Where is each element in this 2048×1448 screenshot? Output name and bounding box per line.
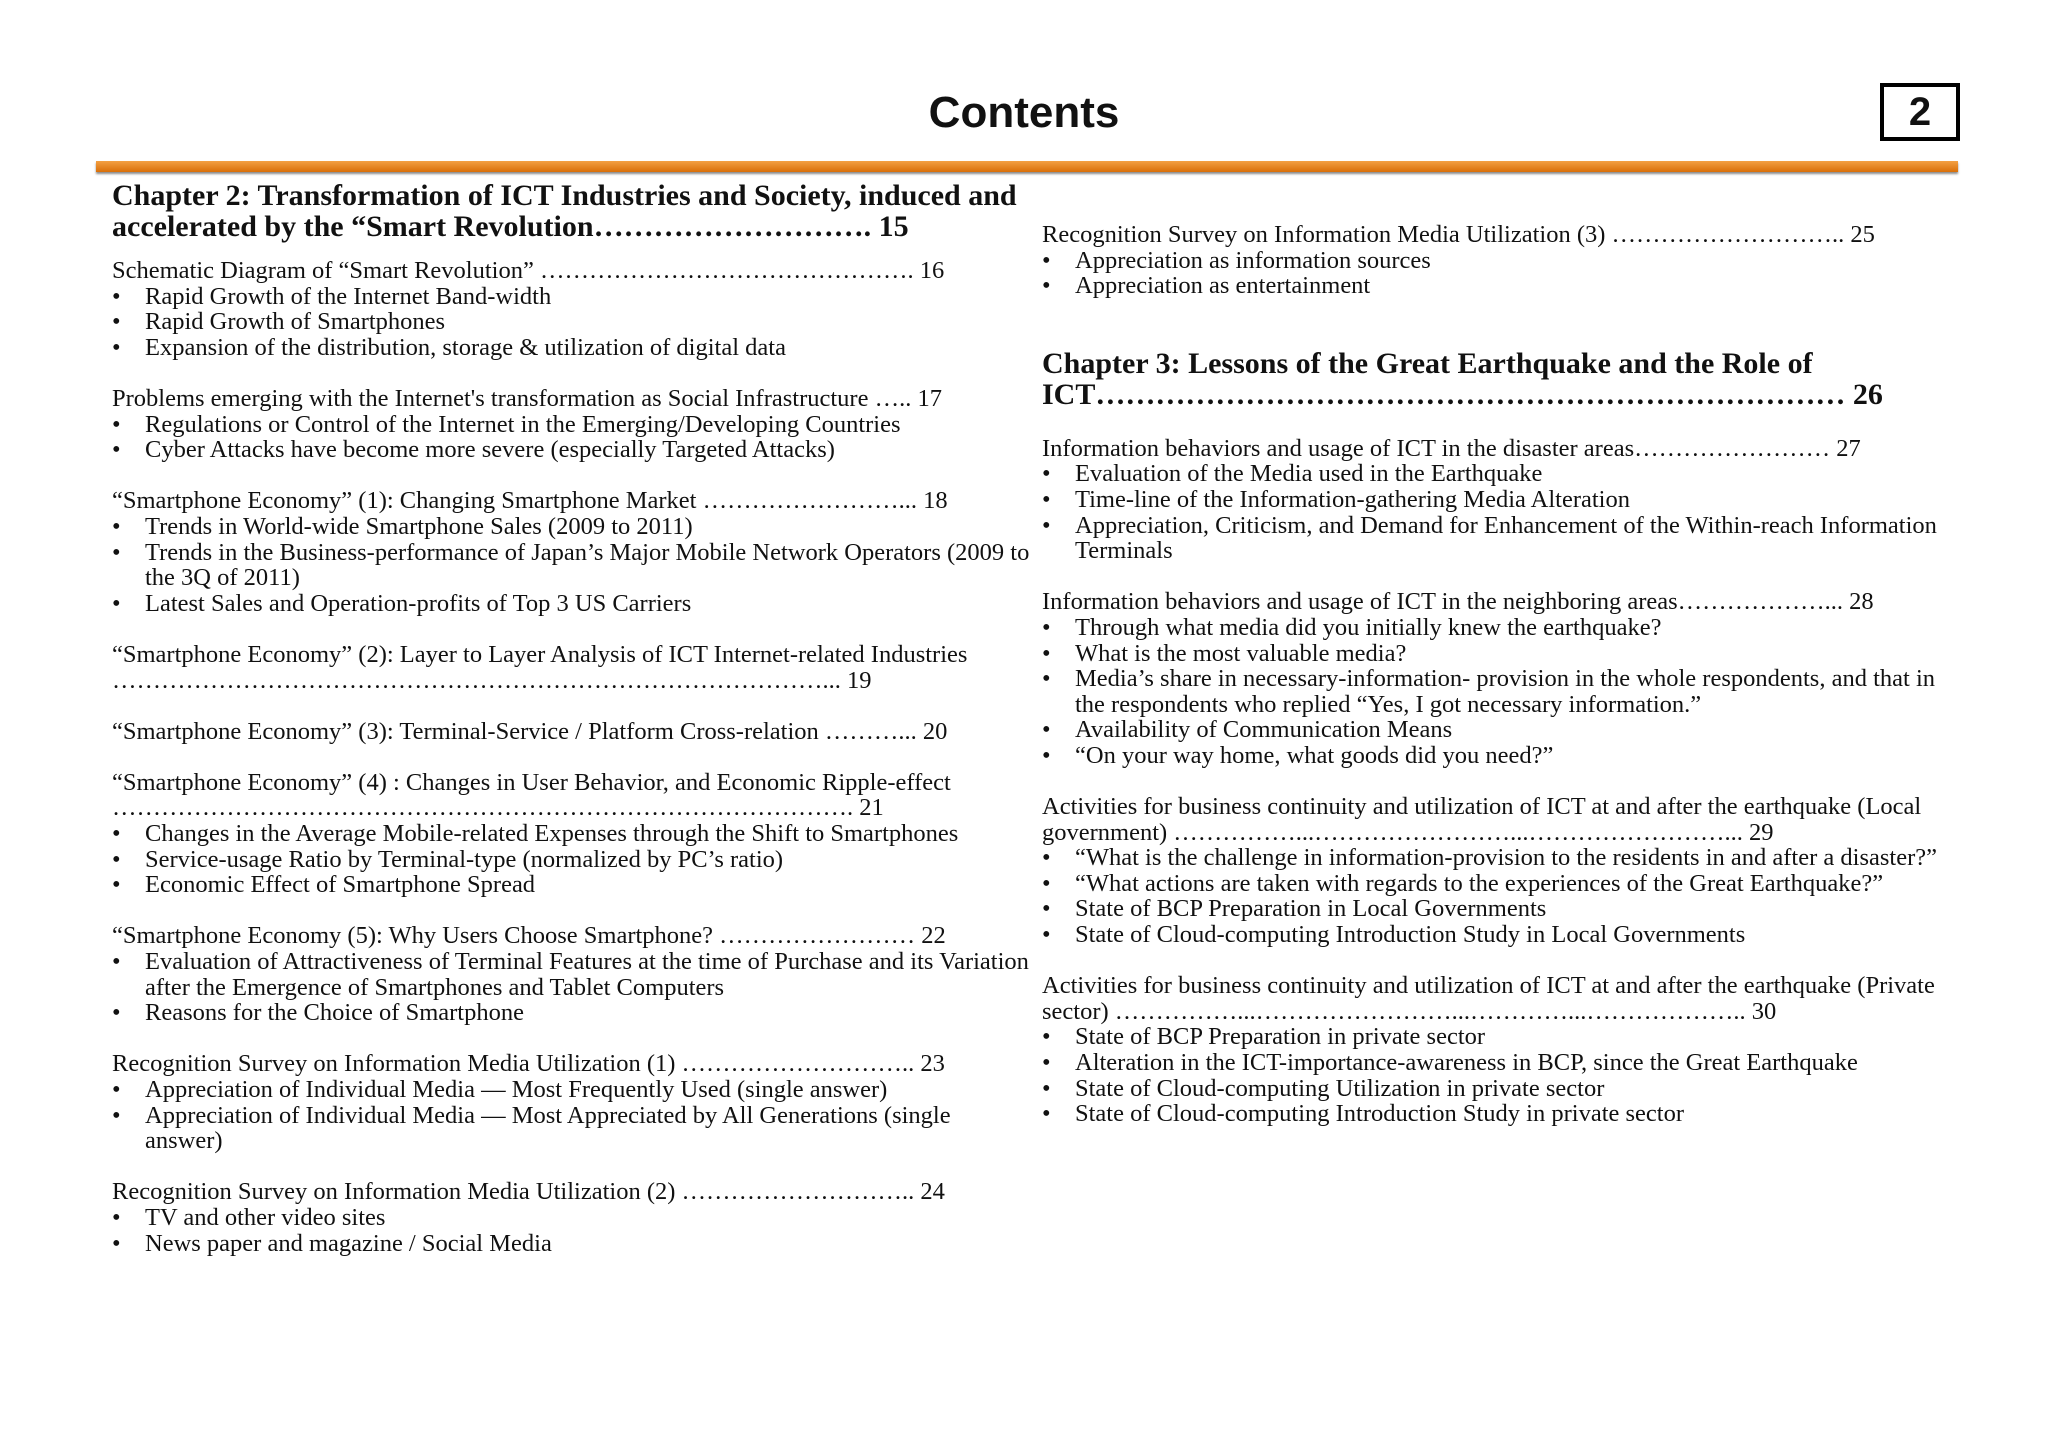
toc-bullet-item [112,1205,1032,1231]
toc-bullet-text: Through what media did you initially knew the earthquake? [1075,613,1662,641]
toc-bullet-text: Changes in the Average Mobile-related Expenses through the Shift to Smartphones [145,820,959,848]
toc-bullet-list [1042,1024,1952,1126]
bullet-icon: • [1042,272,1051,300]
toc-bullet-list [1042,615,1952,769]
bullet-icon: • [1042,613,1051,641]
toc-bullet-item [1042,922,1952,948]
toc-left-column [112,180,1032,1256]
toc-bullet-item [1042,1024,1952,1050]
toc-bullet-text: What is the most valuable media? [1075,639,1407,667]
bullet-icon: • [1042,511,1051,539]
toc-entry[interactable]: “Smartphone Economy” (2): Layer to Layer Analysis of ICT Internet-related Industries ……………………………………………………………………………... 19 [112,640,968,694]
toc-bullet-item [112,309,1032,335]
toc-bullet-text: Appreciation of Individual Media — Most Appreciated by All Generations (single answer) [145,1101,951,1155]
bullet-icon: • [1042,246,1051,274]
toc-bullet-item [1042,871,1952,897]
toc-bullet-item [112,437,1032,463]
page-number-badge: 2 [1880,83,1960,141]
toc-bullet-item [1042,513,1952,564]
toc-bullet-text: “What actions are taken with regards to the experiences of the Great Earthquake?” [1075,869,1884,897]
toc-bullet-list [112,821,1032,898]
toc-section [112,923,1032,1025]
toc-bullet-item [1042,248,1952,274]
bullet-icon: • [1042,1100,1051,1128]
bullet-icon: • [112,282,121,310]
toc-bullet-item [1042,666,1952,717]
toc-bullet-item [1042,717,1952,743]
toc-bullet-item [1042,615,1952,641]
bullet-icon: • [112,538,121,566]
toc-bullet-list [112,284,1032,361]
toc-bullet-item [112,847,1032,873]
toc-entry[interactable]: Activities for business continuity and utilization of ICT at and after the earthquake (Private sector) ……………...……………………...…………...……………….. 30 [1042,972,1935,1025]
toc-section [112,1179,1032,1256]
toc-bullet-item [112,514,1032,540]
toc-section [1042,794,1952,948]
toc-bullet-text: State of Cloud-computing Utilization in private sector [1075,1074,1605,1102]
toc-bullet-item [112,1077,1032,1103]
bullet-icon: • [1042,460,1051,488]
bullet-icon: • [1042,485,1051,513]
toc-entry[interactable]: “Smartphone Economy” (1): Changing Smartphone Market ……………………... 18 [112,487,948,515]
toc-bullet-text: “What is the challenge in information-provision to the residents in and after a disaster?” [1075,844,1937,872]
bullet-icon: • [112,308,121,336]
toc-bullet-item [112,821,1032,847]
toc-entry[interactable]: “Smartphone Economy (5): Why Users Choose Smartphone? …………………… 22 [112,922,946,950]
toc-bullet-item [1042,1101,1952,1127]
toc-bullet-text: Time-line of the Information-gathering Media Alteration [1075,485,1630,513]
toc-bullet-text: Service-usage Ratio by Terminal-type (normalized by PC’s ratio) [145,845,784,873]
bullet-icon: • [1042,716,1051,744]
toc-bullet-item [112,949,1032,1000]
toc-bullet-item [112,872,1032,898]
bullet-icon: • [112,1229,121,1257]
toc-bullet-text: Appreciation as entertainment [1075,272,1371,300]
toc-bullet-item [112,1000,1032,1026]
toc-bullet-text: Regulations or Control of the Internet in the Emerging/Developing Countries [145,410,901,438]
toc-bullet-text: State of Cloud-computing Introduction Study in Local Governments [1075,921,1746,949]
toc-bullet-item [1042,273,1952,299]
header-divider [96,161,1958,172]
chapter-3-heading[interactable]: Chapter 3: Lessons of the Great Earthquake and the Role of ICT………………………………………………………………… 26 [1042,346,1883,411]
bullet-icon: • [1042,639,1051,667]
toc-bullet-item [112,412,1032,438]
toc-entry[interactable]: Problems emerging with the Internet's transformation as Social Infrastructure ….. 17 [112,384,942,412]
toc-bullet-item [1042,641,1952,667]
toc-bullet-text: State of Cloud-computing Introduction Study in private sector [1075,1100,1684,1128]
bullet-icon: • [1042,665,1051,693]
toc-bullet-text: Alteration in the ICT-importance-awareness in BCP, since the Great Earthquake [1075,1049,1858,1077]
toc-section [112,258,1032,360]
bullet-icon: • [1042,1023,1051,1051]
toc-bullet-text: Rapid Growth of Smartphones [145,308,446,336]
bullet-icon: • [112,1101,121,1129]
toc-bullet-item [112,540,1032,591]
toc-bullet-item [1042,1076,1952,1102]
toc-entry[interactable]: “Smartphone Economy” (4) : Changes in User Behavior, and Economic Ripple-effect ………………………………………………………………………………. 21 [112,768,951,822]
toc-bullet-text: Rapid Growth of the Internet Band-width [145,282,552,310]
toc-bullet-text: Trends in World-wide Smartphone Sales (2009 to 2011) [145,512,693,540]
toc-bullet-list [1042,248,1952,299]
bullet-icon: • [112,948,121,976]
toc-bullet-list [112,949,1032,1026]
toc-bullet-item [112,1231,1032,1257]
toc-entry[interactable]: Information behaviors and usage of ICT in the disaster areas…………………… 27 [1042,434,1861,462]
toc-bullet-text: Economic Effect of Smartphone Spread [145,871,536,899]
bullet-icon: • [112,410,121,438]
toc-bullet-list [112,1205,1032,1256]
toc-entry[interactable]: Schematic Diagram of “Smart Revolution” ………………………………………. 16 [112,257,945,284]
toc-bullet-list [112,412,1032,463]
bullet-icon: • [1042,895,1051,923]
bullet-icon: • [1042,844,1051,872]
bullet-icon: • [112,871,121,899]
chapter-2-heading[interactable]: Chapter 2: Transformation of ICT Industries and Society, induced and accelerated by the “Smart Revolution………………………. 15 [112,179,1017,243]
toc-bullet-list [112,514,1032,616]
toc-bullet-item [1042,487,1952,513]
toc-bullet-text: State of BCP Preparation in Local Governments [1075,895,1547,923]
toc-entry[interactable]: Recognition Survey on Information Media Utilization (2) ……………………….. 24 [112,1178,945,1206]
toc-section [112,488,1032,616]
toc-bullet-list [1042,845,1952,947]
toc-section [112,386,1032,463]
bullet-icon: • [112,333,121,361]
bullet-icon: • [1042,1049,1051,1077]
toc-bullet-text: Reasons for the Choice of Smartphone [145,999,524,1027]
toc-bullet-item [1042,1050,1952,1076]
bullet-icon: • [1042,741,1051,769]
toc-section [1042,973,1952,1127]
toc-entry[interactable]: Recognition Survey on Information Media Utilization (3) ……………………….. 25 [1042,221,1875,248]
toc-bullet-item [1042,743,1952,769]
toc-bullet-text: “On your way home, what goods did you need?” [1075,741,1554,769]
toc-bullet-text: Appreciation as information sources [1075,246,1431,274]
bullet-icon: • [112,999,121,1027]
toc-bullet-item [1042,896,1952,922]
toc-bullet-text: Expansion of the distribution, storage & utilization of digital data [145,333,786,361]
toc-bullet-text: State of BCP Preparation in private sector [1075,1023,1486,1051]
toc-bullet-list [1042,461,1952,563]
toc-bullet-text: Availability of Communication Means [1075,716,1453,744]
toc-bullet-text: TV and other video sites [145,1203,386,1231]
bullet-icon: • [112,1076,121,1103]
toc-bullet-text: Trends in the Business-performance of Japan’s Major Mobile Network Operators (2009 to the 3Q of 2011) [145,538,1030,592]
bullet-icon: • [1042,1074,1051,1102]
toc-right-column [1042,180,1952,1127]
toc-bullet-item [112,591,1032,617]
toc-bullet-item [112,335,1032,361]
toc-bullet-text: News paper and magazine / Social Media [145,1229,552,1257]
toc-bullet-text: Appreciation, Criticism, and Demand for Enhancement of the Within-reach Information Terminals [1075,511,1937,565]
toc-section [112,642,1032,693]
bullet-icon: • [112,820,121,848]
toc-entry[interactable]: Recognition Survey on Information Media Utilization (1) ……………………….. 23 [112,1050,945,1078]
toc-section [1042,436,1952,564]
bullet-icon: • [112,589,121,617]
toc-section [112,770,1032,898]
toc-section [1042,222,1952,299]
page-title: Contents [928,88,1120,137]
toc-entry[interactable]: Information behaviors and usage of ICT in the neighboring areas………………... 28 [1042,588,1874,616]
right-sections [1042,436,1952,1127]
left-sections [112,258,1032,1256]
toc-bullet-text: Appreciation of Individual Media — Most Frequently Used (single answer) [145,1076,888,1103]
toc-bullet-text: Latest Sales and Operation-profits of Top 3 US Carriers [145,589,692,617]
toc-bullet-text: Cyber Attacks have become more severe (especially Targeted Attacks) [145,436,835,464]
toc-bullet-text: Evaluation of the Media used in the Earthquake [1075,460,1543,488]
toc-entry[interactable]: Activities for business continuity and utilization of ICT at and after the earthquake (Local government) ……………...……………………...……………………... 29 [1042,793,1922,846]
bullet-icon: • [1042,921,1051,949]
toc-bullet-text: Media’s share in necessary-information- provision in the whole respondents, and that in the respondents who replied “Yes, I got necessary information.” [1075,665,1936,718]
toc-bullet-item [112,284,1032,310]
toc-section [112,1051,1032,1153]
bullet-icon: • [1042,869,1051,897]
bullet-icon: • [112,845,121,873]
toc-bullet-item [112,1103,1032,1154]
toc-bullet-item [1042,461,1952,487]
toc-entry[interactable]: “Smartphone Economy” (3): Terminal-Service / Platform Cross-relation ………... 20 [112,717,948,745]
toc-section [1042,589,1952,768]
bullet-icon: • [112,512,121,540]
toc-bullet-list [112,1077,1032,1154]
toc-section [112,719,1032,745]
toc-bullet-item [1042,845,1952,871]
toc-bullet-text: Evaluation of Attractiveness of Terminal Features at the time of Purchase and its Variation after the Emergence of Smartphones and Tablet Computers [145,948,1029,1001]
bullet-icon: • [112,436,121,464]
bullet-icon: • [112,1203,121,1231]
